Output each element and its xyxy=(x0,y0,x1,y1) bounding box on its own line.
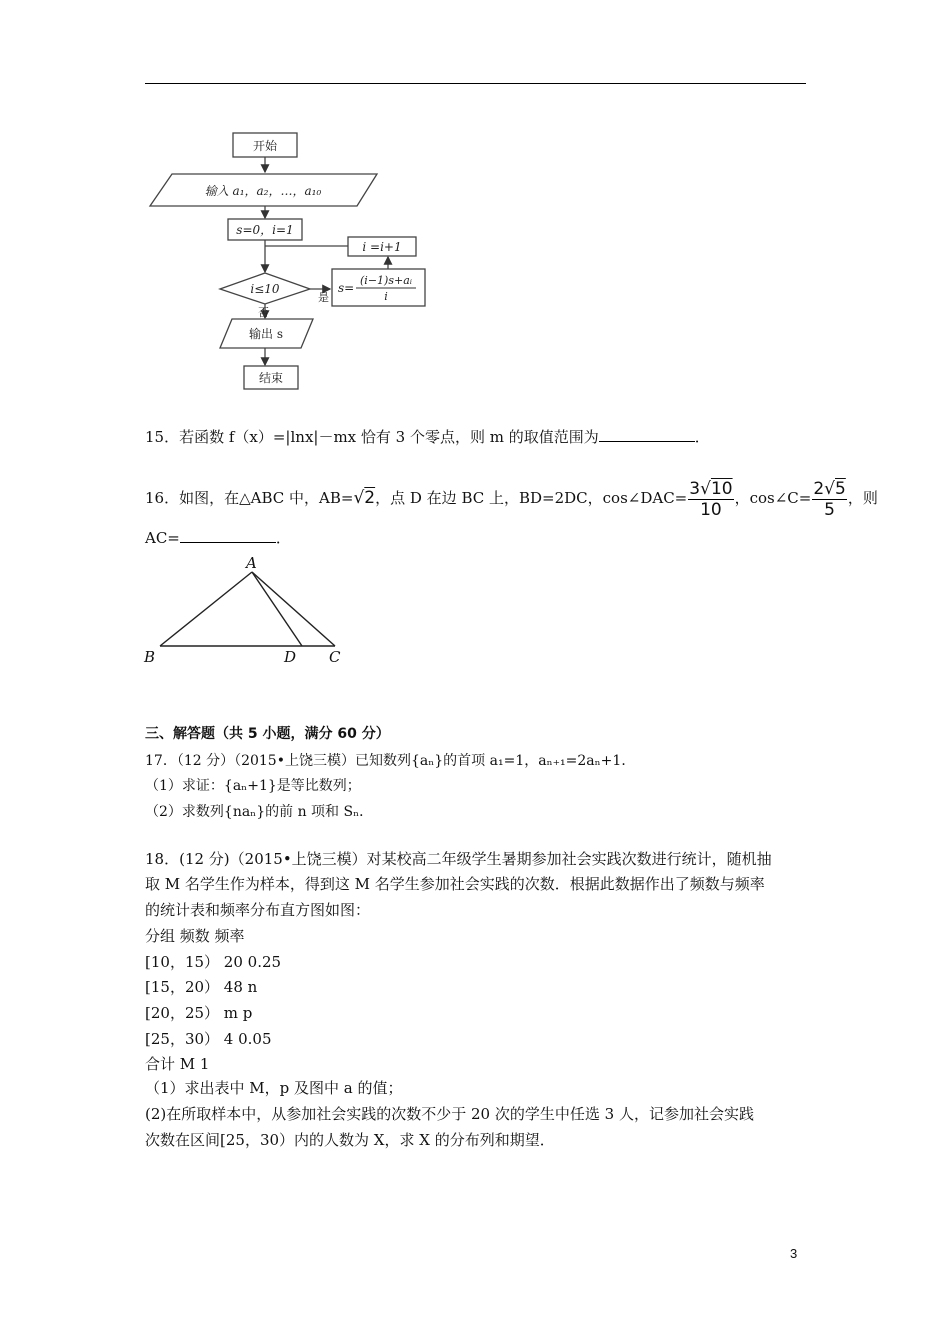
q18-row-1: [10，15） 20 0.25 xyxy=(145,953,282,971)
flow-update-num: (i−1)s+aᵢ xyxy=(360,274,412,287)
flow-no-label: 否 xyxy=(258,306,269,319)
q18-part2-line2: 次数在区间[25，30）内的人数为 X，求 X 的分布列和期望． xyxy=(145,1131,555,1149)
vertex-d: D xyxy=(284,648,297,666)
q18-part1: （1）求出表中 M，p 及图中 a 的值； xyxy=(145,1079,403,1097)
question-16: 16．如图，在△ABC 中，AB=√2，点 D 在边 BC 上，BD=2DC，cos∠DAC= $\frac{3√10}{10}$ ，cos∠C= $\frac{2√5}{5}$ ，则 xyxy=(145,478,878,520)
q17-part1: （1）求证：{aₙ+1}是等比数列； xyxy=(145,778,361,794)
q15-text: 15．若函数 f（x）=|lnx|－mx 恰有 3 个零点，则 m 的取值范围为 xyxy=(145,428,599,446)
flow-input-label: 输入 a₁，a₂，…，a₁₀ xyxy=(204,184,322,198)
flow-output-label: 输出 s xyxy=(249,327,283,341)
q15-end: ． xyxy=(694,428,710,446)
q17-part2: （2）求数列{naₙ}的前 n 项和 Sₙ． xyxy=(145,804,374,820)
q16-part3: ，cos∠C= xyxy=(734,489,812,507)
q18-line1: 18．(12 分)（2015•上饶三模）对某校高二年级学生暑期参加社会实践次数进行统计，随机抽 xyxy=(145,850,772,868)
q16-sqrt-ab: 2 xyxy=(364,488,376,508)
page-number: 3 xyxy=(790,1246,798,1261)
q18-row-total: 合计 M 1 xyxy=(145,1055,210,1073)
question-16-line2: AC= ． xyxy=(145,529,291,547)
q16-part2: ，点 D 在边 BC 上，BD=2DC，cos∠DAC= xyxy=(375,489,688,507)
q16-part1: 16．如图，在△ABC 中，AB= xyxy=(145,489,354,507)
flow-yes-label: 是 xyxy=(318,291,329,304)
q18-table-header: 分组 频数 频率 xyxy=(145,927,245,945)
q18-row-3: [20，25） m p xyxy=(145,1004,253,1022)
q16-line2: AC= xyxy=(145,529,180,547)
q16-fraction-cos-dac: $\frac{3√10}{10}$ xyxy=(689,478,733,520)
q18-line2: 取 M 名学生作为样本，得到这 M 名学生参加社会实践的次数．根据此数据作出了频数与频率 xyxy=(145,875,765,893)
q18-line3: 的统计表和频率分布直方图如图： xyxy=(145,901,371,919)
q18-row-2: [15，20） 48 n xyxy=(145,978,258,996)
q18-row-4: [25，30） 4 0.05 xyxy=(145,1030,272,1048)
flow-update-lhs: s= xyxy=(338,281,355,295)
q17-intro: 17．（12 分）（2015•上饶三模）已知数列{aₙ}的首项 a₁=1，aₙ₊₁=2aₙ+1． xyxy=(145,753,636,769)
section-3-heading: 三、解答题（共 5 小题，满分 60 分） xyxy=(145,726,390,742)
flow-condition-label: i≤10 xyxy=(250,282,280,296)
flow-update-den: i xyxy=(384,290,388,303)
flow-init-label: s=0，i=1 xyxy=(236,223,294,237)
vertex-b: B xyxy=(144,648,156,666)
flow-start-label: 开始 xyxy=(252,139,278,153)
flow-increment-label: i =i+1 xyxy=(362,240,402,254)
q16-fraction-cos-c: $\frac{2√5}{5}$ xyxy=(813,478,846,520)
vertex-c: C xyxy=(329,648,341,666)
q16-part4: ，则 xyxy=(847,489,878,507)
q18-part2-line1: (2)在所取样本中，从参加社会实践的次数不少于 20 次的学生中任选 3 人，记参加社会实践 xyxy=(145,1105,754,1123)
flow-end-label: 结束 xyxy=(258,371,284,385)
vertex-a: A xyxy=(246,554,257,572)
